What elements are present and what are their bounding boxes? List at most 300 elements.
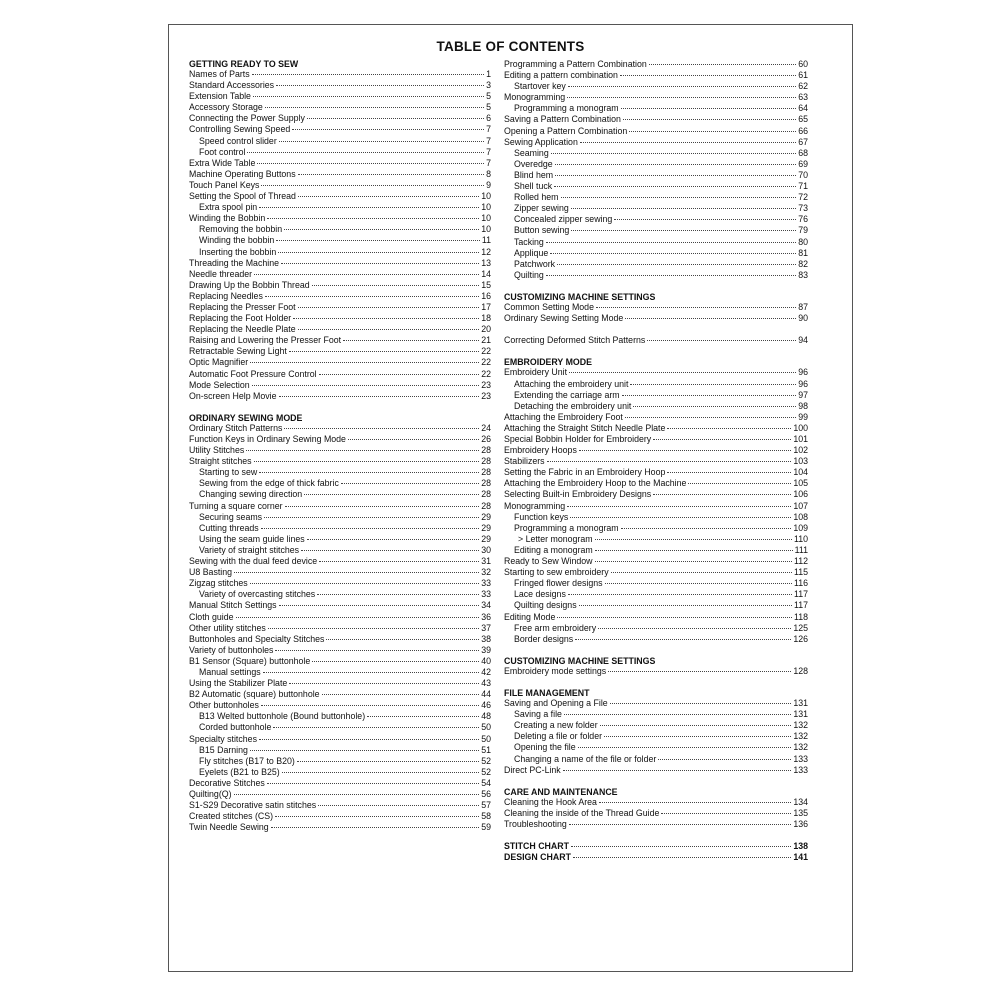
toc-entry-title: Attaching the Embroidery Foot [504,411,623,422]
toc-entry-page: 44 [481,689,491,700]
toc-entry-page: 96 [798,378,808,389]
toc-entry-page: 50 [481,733,491,744]
toc-entry-page: 132 [793,742,808,753]
toc-entry[interactable] [189,147,491,158]
dot-leader [546,242,796,243]
toc-entry[interactable] [189,822,491,833]
toc-entry[interactable] [504,203,808,214]
toc-entry[interactable] [504,612,808,623]
dot-leader [307,118,484,119]
toc-entry-page: 3 [486,80,491,91]
toc-entry[interactable] [189,158,491,169]
toc-entry[interactable] [504,379,808,390]
dot-leader [596,307,796,308]
toc-entry-title: Programming a Pattern Combination [504,59,647,69]
dot-leader [298,196,479,197]
dot-leader [234,794,480,795]
toc-entry-title: Extension Table [189,91,251,102]
dot-leader [622,395,797,396]
toc-entry[interactable] [189,91,491,102]
toc-entry-page: 14 [481,268,491,279]
toc-entry[interactable] [189,656,491,667]
toc-entry[interactable] [504,114,808,125]
toc-entry-page: 66 [798,125,808,136]
dot-leader [658,759,791,760]
dot-leader [550,253,796,254]
section-spacer [504,324,808,335]
dot-leader [621,108,797,109]
toc-entry-page: 23 [481,390,491,401]
toc-entry-page: 10 [481,202,491,213]
toc-entry[interactable] [504,126,808,137]
toc-entry-page: 60 [798,59,808,69]
toc-entry-page: 6 [486,113,491,124]
document-page [168,24,853,972]
toc-entry-page: 141 [793,852,808,863]
dot-leader [312,661,479,662]
toc-entry-page: 118 [793,611,808,622]
toc-entry[interactable] [189,80,491,91]
dot-leader [312,285,480,286]
toc-entry[interactable] [189,258,491,269]
toc-entry[interactable] [189,247,491,258]
toc-entry[interactable] [504,248,808,259]
toc-entry[interactable] [504,181,808,192]
toc-entry[interactable] [189,756,491,767]
dot-leader [293,318,479,319]
toc-entry-title: Sewing Application [504,136,578,147]
toc-entry-page: 5 [486,102,491,113]
toc-entry[interactable] [189,69,491,80]
toc-entry[interactable] [504,501,808,512]
toc-entry-page: 20 [481,324,491,335]
dot-leader [252,385,480,386]
toc-entry-page: 99 [798,411,808,422]
toc-entry-title: Removing the bobbin [199,224,283,235]
toc-entry-title: Common Setting Mode [504,301,594,312]
toc-entry-page: 101 [793,434,808,444]
dot-leader [546,275,796,276]
toc-entry-page: 134 [793,796,808,807]
dot-leader [633,406,796,407]
dot-leader [579,450,791,451]
section-spacer [504,677,808,688]
toc-entry[interactable] [504,170,808,181]
dot-leader [253,96,484,97]
toc-entry[interactable] [189,313,491,324]
toc-entry[interactable] [189,523,491,534]
dot-leader [623,119,796,120]
toc-entry-title: Blind hem [514,169,554,180]
toc-entry[interactable] [189,335,491,346]
toc-entry[interactable] [189,224,491,235]
toc-entry[interactable] [189,778,491,789]
toc-entry[interactable] [504,103,808,114]
toc-entry-page: 116 [793,578,808,589]
dot-leader [561,197,797,198]
toc-entry[interactable] [504,478,808,489]
toc-entry[interactable] [504,567,808,578]
toc-entry-title: Controlling Sewing Speed [189,124,291,135]
toc-entry-page: 9 [486,179,491,190]
dot-leader [571,208,796,209]
toc-entry[interactable] [504,754,808,765]
toc-entry-page: 106 [793,489,808,500]
toc-entry[interactable] [189,789,491,800]
toc-entry[interactable] [504,709,808,720]
toc-entry[interactable] [504,92,808,103]
dot-leader [578,747,792,748]
toc-entry-page: 64 [798,103,808,114]
toc-entry[interactable] [189,567,491,578]
toc-entry-page: 62 [798,81,808,92]
toc-entry-page: 81 [798,247,808,258]
toc-entry[interactable] [189,324,491,335]
dot-leader [279,605,480,606]
toc-entry[interactable] [504,159,808,170]
toc-entry-title: STITCH CHART [504,841,569,852]
dot-leader [579,605,792,606]
toc-entry-page: 108 [793,511,808,522]
dot-leader [653,439,791,440]
toc-entry-title: Selecting Built-in Embroidery Designs [504,489,652,500]
toc-entry[interactable] [504,137,808,148]
toc-entry[interactable] [189,434,491,445]
toc-entry[interactable] [504,666,808,677]
toc-entry[interactable] [189,467,491,478]
toc-entry[interactable] [504,401,808,412]
toc-entry-title: Correcting Deformed Stitch Patterns [504,335,646,346]
dot-leader [661,813,791,814]
toc-entry[interactable] [504,237,808,248]
dot-leader [250,750,479,751]
toc-entry-title: Other utility stitches [189,622,266,633]
dot-leader [298,307,480,308]
toc-entry-title: Replacing the Needle Plate [189,324,296,335]
toc-entry-page: 109 [793,522,808,533]
dot-leader [580,142,796,143]
toc-entry[interactable] [504,81,808,92]
toc-entry[interactable] [189,589,491,600]
toc-entry[interactable] [504,623,808,634]
toc-entry[interactable] [504,852,808,863]
dot-leader [571,846,791,847]
toc-entry-page: 34 [481,600,491,611]
toc-entry[interactable] [189,269,491,280]
toc-entry-title: Creating a new folder [514,720,598,731]
toc-entry-page: 103 [793,456,808,467]
toc-entry-title: Cloth guide [189,611,234,622]
toc-entry-title: DESIGN CHART [504,852,571,863]
dot-leader [307,539,480,540]
toc-entry[interactable] [189,202,491,213]
toc-entry[interactable] [189,800,491,811]
toc-entry[interactable] [189,302,491,313]
toc-entry[interactable] [504,556,808,567]
toc-entry[interactable] [189,667,491,678]
toc-entry-page: 57 [481,800,491,811]
toc-entry[interactable] [189,180,491,191]
toc-entry-title: Automatic Foot Pressure Control [189,368,317,379]
dot-leader [653,494,791,495]
toc-entry[interactable] [189,501,491,512]
dot-leader [667,428,791,429]
toc-entry[interactable] [189,545,491,556]
toc-entry-page: 33 [481,589,491,600]
toc-entry[interactable] [504,335,808,346]
toc-entry-page: 97 [798,389,808,400]
toc-entry-page: 42 [481,666,491,677]
dot-leader [605,583,792,584]
toc-entry[interactable] [504,765,808,776]
toc-entry[interactable] [504,367,808,378]
toc-entry-title: Special Bobbin Holder for Embroidery [504,434,652,444]
toc-entry[interactable] [189,689,491,700]
dot-leader [554,186,796,187]
toc-entry[interactable] [504,589,808,600]
toc-entry[interactable] [189,534,491,545]
toc-entry-title: Fringed flower designs [514,578,603,589]
toc-entry-page: 28 [481,467,491,478]
toc-entry[interactable] [504,456,808,467]
dot-leader [569,824,792,825]
toc-entry-page: 39 [481,644,491,655]
toc-entry-title: Inserting the bobbin [199,246,277,257]
toc-entry[interactable] [189,357,491,368]
toc-entry-title: Embroidery Unit [504,367,568,378]
toc-entry-page: 38 [481,633,491,644]
section-heading: CUSTOMIZING MACHINE SETTINGS [504,291,656,302]
dot-leader [281,263,479,264]
dot-leader [261,705,479,706]
toc-entry[interactable] [189,578,491,589]
toc-entry-title: Variety of buttonholes [189,644,274,655]
toc-entry-page: 132 [793,720,808,731]
toc-entry[interactable] [504,489,808,500]
toc-entry[interactable] [189,734,491,745]
toc-entry[interactable] [504,59,808,70]
toc-entry-page: 5 [486,91,491,102]
toc-entry[interactable] [504,148,808,159]
toc-entry-page: 126 [793,633,808,644]
toc-entry[interactable] [189,456,491,467]
toc-left-column [189,59,491,833]
toc-entry-title: Sewing from the edge of thick fabric [199,478,339,489]
toc-entry[interactable] [189,645,491,656]
dot-leader [292,129,484,130]
toc-entry[interactable] [504,434,808,445]
toc-entry[interactable] [504,270,808,281]
dot-leader [555,164,797,165]
toc-entry-page: 29 [481,511,491,522]
dot-leader [573,857,791,858]
dot-leader [598,628,791,629]
toc-entry[interactable] [504,467,808,478]
toc-entry-page: 18 [481,313,491,324]
toc-entry-title: Lace designs [514,589,566,600]
toc-entry[interactable] [189,280,491,291]
toc-entry[interactable] [189,423,491,434]
toc-entry[interactable] [189,745,491,756]
dot-leader [621,528,792,529]
dot-leader [348,439,479,440]
dot-leader [647,340,796,341]
toc-entry-title: Editing a monogram [514,544,593,555]
toc-entry[interactable] [189,113,491,124]
toc-entry-page: 10 [481,213,491,224]
toc-entry[interactable] [189,700,491,711]
dot-leader [289,351,479,352]
dot-leader [568,86,796,87]
toc-entry-title: Free arm embroidery [514,622,597,633]
section-spacer [504,281,808,292]
dot-leader [278,252,479,253]
toc-entry[interactable] [189,678,491,689]
toc-entry[interactable] [504,445,808,456]
toc-entry[interactable] [504,214,808,225]
section-spacer [504,776,808,787]
toc-entry-title: Opening the file [514,742,576,753]
toc-entry[interactable] [189,369,491,380]
toc-entry-title: Sewing with the dual feed device [189,556,318,567]
toc-entry-page: 10 [481,224,491,235]
toc-entry-page: 70 [798,169,808,180]
dot-leader [236,617,480,618]
section-heading: CUSTOMIZING MACHINE SETTINGS [504,655,656,666]
dot-leader [564,714,791,715]
toc-entry-page: 135 [793,807,808,818]
toc-entry[interactable] [504,731,808,742]
toc-entry[interactable] [189,445,491,456]
toc-entry[interactable] [189,489,491,500]
toc-entry[interactable] [504,423,808,434]
toc-entry[interactable] [189,556,491,567]
dot-leader [234,572,479,573]
toc-entry[interactable] [189,124,491,135]
toc-entry[interactable] [504,192,808,203]
toc-entry[interactable] [504,545,808,556]
toc-entry-title: Starting to sew embroidery [504,567,609,578]
toc-entry-page: 48 [481,711,491,722]
toc-entry[interactable] [504,523,808,534]
toc-entry-title: Setting the Fabric in an Embroidery Hoop [504,467,666,478]
section-heading: FILE MANAGEMENT [504,688,590,699]
toc-entry-page: 71 [798,181,808,192]
toc-entry-title: Saving a file [514,709,562,720]
dot-leader [595,550,793,551]
toc-entry[interactable] [189,722,491,733]
toc-entry-title: Using the seam guide lines [199,533,305,544]
section-heading: GETTING READY TO SEW [189,59,299,69]
toc-entry-title: Standard Accessories [189,80,275,91]
toc-entry-title: Embroidery Hoops [504,445,577,456]
toc-entry-title: Editing a pattern combination [504,70,618,81]
toc-entry[interactable] [504,578,808,589]
toc-entry[interactable] [504,534,808,545]
dot-leader [341,483,479,484]
toc-entry-page: 131 [793,709,808,720]
dot-leader [625,318,796,319]
dot-leader [284,428,479,429]
dot-leader [547,461,792,462]
page-title: TABLE OF CONTENTS [436,39,585,54]
toc-entry[interactable] [504,808,808,819]
toc-entry-title: Machine Operating Buttons [189,168,296,179]
toc-entry[interactable] [504,225,808,236]
toc-entry[interactable] [189,600,491,611]
toc-entry[interactable] [504,797,808,808]
toc-entry[interactable] [504,720,808,731]
dot-leader [297,761,479,762]
toc-entry[interactable] [189,102,491,113]
toc-entry[interactable] [504,600,808,611]
toc-entry[interactable] [189,612,491,623]
toc-entry[interactable] [504,698,808,709]
toc-entry-title: Connecting the Power Supply [189,113,305,124]
toc-entry-page: 28 [481,500,491,511]
toc-entry[interactable] [189,169,491,180]
toc-entry[interactable] [189,213,491,224]
toc-entry[interactable] [504,390,808,401]
toc-entry-page: 29 [481,522,491,533]
toc-entry-page: 56 [481,789,491,799]
toc-entry[interactable] [504,742,808,753]
dot-leader [298,174,484,175]
toc-entry-title: Stabilizers [504,456,545,467]
dot-leader [625,417,796,418]
toc-entry[interactable] [504,412,808,423]
toc-entry-page: 100 [793,422,808,433]
toc-entry[interactable] [189,623,491,634]
toc-entry-page: 136 [793,819,808,829]
toc-entry[interactable] [189,291,491,302]
toc-entry[interactable] [189,512,491,523]
toc-entry-page: 125 [793,622,808,633]
toc-entry[interactable] [189,391,491,402]
toc-entry[interactable] [189,380,491,391]
toc-entry[interactable] [504,259,808,270]
toc-entry[interactable] [504,313,808,324]
toc-entry[interactable] [504,819,808,830]
toc-entry-title: Foot control [199,146,246,157]
toc-entry[interactable] [189,634,491,645]
toc-entry[interactable] [189,711,491,722]
toc-entry[interactable] [189,767,491,778]
toc-entry-page: 31 [481,556,491,567]
toc-entry[interactable] [504,841,808,852]
toc-entry[interactable] [504,70,808,81]
toc-entry-page: 22 [481,368,491,379]
dot-leader [367,716,479,717]
toc-entry-page: 138 [793,841,808,852]
toc-entry-title: Editing Mode [504,611,556,622]
toc-entry[interactable] [189,478,491,489]
toc-entry-title: Cleaning the inside of the Thread Guide [504,807,660,818]
toc-entry[interactable] [504,634,808,645]
toc-entry[interactable] [189,235,491,246]
toc-entry[interactable] [189,346,491,357]
toc-entry-page: 24 [481,422,491,433]
toc-entry-title: Specialty stitches [189,733,257,744]
toc-entry[interactable] [189,136,491,147]
dot-leader [298,329,480,330]
toc-entry[interactable] [189,191,491,202]
toc-entry[interactable] [504,512,808,523]
toc-entry[interactable] [504,302,808,313]
toc-entry-title: Replacing the Foot Holder [189,313,292,324]
toc-entry[interactable] [189,811,491,822]
toc-entry-page: 16 [481,290,491,301]
